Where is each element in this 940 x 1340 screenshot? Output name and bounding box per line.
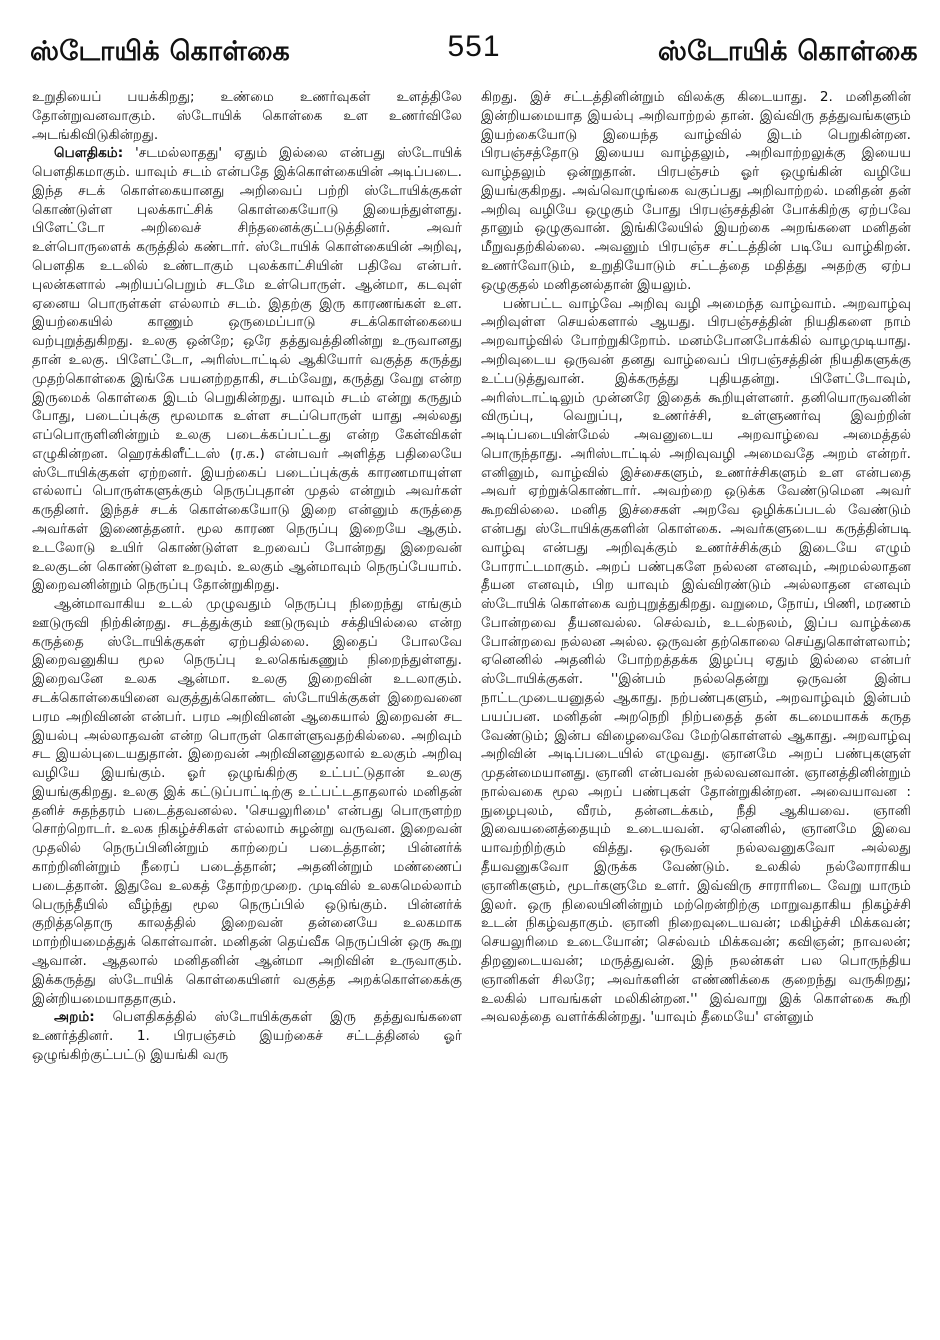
paragraph-nature-law: கிறது. இச் சட்டத்தினின்றும் விலக்கு கிடையாது. 2. மனிதனின் இன்றியமையாத இயல்பு அறிவாற்றல் தான். இவ்விரு தத்துவங்களும் இயற்கையோடு இயைந்த வாழ்வில் இடம் பெறுகின்றன. பிரபஞ்சத்தோடு இயைய வாழ்தலும், அறிவாற்றலுக்கு இயைய வாழ்தலும் ஒன்றுதான். பிரபஞ்சம் ஓர் ஒழுங்கின் வழியே இயங்குகிறது. அவ்வொழுங்கை வகுப்பது அறிவாற்றல். மனிதன் தன் அறிவு வழியே ஒழுகும் போது பிரபஞ்சத்தின் போக்கிற்கு ஏற்பவே தானும் ஒழுகுவான். இங்கிலேயில் இயற்கை அறங்களை மனிதன் மீறுவதற்கில்லை. அவனும் பிரபஞ்ச சட்டத்தின் படியே வாழ்கிறன். உணர்வோடும், உறுதியோடும் சட்டத்தை மதித்து அதற்கு ஏற்ப ஒழுகுதல் மனிதனல்தான் இயலும். [481,89,911,293]
paragraph-virtue: பண்பட்ட வாழ்வே அறிவு வழி அமைந்த வாழ்வாம். அறவாழ்வு அறிவுள்ள செயல்களால் ஆயது. பிரபஞ்சத்தின் நியதிகளை நாம் அறவாழ்வில் போற்றுகிறோம். மனம்போனபோக்கில் வாழமுடியாது. அறிவுடைய ஒருவன் தனது வாழ்வைப் பிரபஞ்சத்தின் நியதிகளுக்கு உட்படுத்துவான். இக்கருத்து புதியதன்று. பிளேட்டோவும், அரிஸ்டாட்டிலும் முன்னரே இதைக் கூறியுள்ளனர். தனியொருவனின் விருப்பு, வெறுப்பு, உணர்ச்சி, உள்ளுணர்வு இவற்றின் அடிப்படையின்மேல் அவனுடைய அறவாழ்வை அமைத்தல் பொருந்தாது. அரிஸ்டாட்டில் அறிவுவழி அமைவதே அறம் என்றர். எனினும், வாழ்வில் இச்சைகளும், உணர்ச்சிகளும் உள என்பதை அவர் ஏற்றுக்கொண்டார். அவற்றை ஒடுக்க வேண்டுமென அவர் கூறவில்லை. மனித இச்சைகள் அறவே ஒழிக்கப்படல் வேண்டும் என்பது ஸ்டோயிக்குகளின் கொள்கை. அவர்களுடைய கருத்தின்படி வாழ்வு என்பது அறிவுக்கும் உணர்ச்சிக்கும் இடையே எழும் போராட்டமாகும். அறப் பண்புகளே நல்லன எனவும், அறமல்லாதன தீயன எனவும், பிற யாவும் இவ்விரண்டும் அல்லாதன எனவும் ஸ்டோயிக் கொள்கை வற்புறுத்துகிறது. வறுமை, நோய், பிணி, மரணம் போன்றவை தீயனவல்ல. செல்வம், உடல்நலம், இப்ப வாழ்க்கை போன்றவை நல்லன அல்ல. ஒருவன் தற்கொலை செய்துகொள்ளலாம்; ஏனெனில் அதனில் போற்றத்தக்க இழப்பு ஏதும் இல்லை என்பர் ஸ்டோயிக்குகள். ''இன்பம் நல்லதென்று ஒருவன் இன்ப நாட்டமுடையனுதல் ஆகாது. நற்பண்புகளும், அறவாழ்வும் இன்பம் பயப்பன. மனிதன் அறநெறி நிற்பதைத் தன் கடமையாகக் கருத வேண்டும்; இன்ப விழைவைவே மேற்கொள்ளல் ஆகாது. அறவாழ்வு அறிவின் அடிப்படையில் எழுவது. ஞானமே அறப் பண்புகளுள் முதன்மையானது. ஞானி என்பவன் நல்லவனவான். ஞானத்தினின்றும் நால்வகை மூல அறப் பண்புகள் தோன்றுகின்றன. அவையாவன : நுழைபுலம், வீரம், தன்னடக்கம், நீதி ஆகியவை. ஞானி இவையனைத்தையும் உடையவன். ஏனெனில், ஞானமே இவை யாவற்றிற்கும் வித்து. ஒருவன் நல்லவனுகவோ அல்லது தீயவனுகவோ இருக்க வேண்டும். உலகில் நல்லோராகிய ஞானிகளும், மூடர்களுமே உளர். இவ்விரு சாராரிடை வேறு யாரும் இலர். ஒரு நிலையினின்றும் மற்றென்றிற்கு மாறுவதாகிய நிகழ்ச்சி உடன் நிகழ்வதாகும். ஞானி நிறைவுடையவன்; மகிழ்ச்சி மிக்கவன்; செயலுரிமை உடையோன்; செல்வம் மிக்கவன்; கவிஞன்; நாவலன்; திறனுடையவன்; மருத்துவன். இந் நலன்கள் பல பொருந்திய ஞானிகள் சிலரே; அவர்களின் எண்ணிக்கை குறைந்து வருகிறது; உலகில் பாவங்கள் மலிகின்றன.'' இவ்வாறு இக் கொள்கை கூறி அவலத்தை வளர்க்கின்றது. 'யாவும் தீமையே' என்னும் [481,295,911,1026]
paragraph-ethics [32,1008,462,1064]
running-head-right: ஸ்டோயிக் கொள்கை [657,36,918,67]
page-header [30,30,918,76]
running-head-left: ஸ்டோயிக் கொள்கை [30,36,291,67]
left-column [32,88,462,1328]
page-number: 551 [447,30,501,63]
right-column [481,88,911,1328]
paragraph-intro-continued: உறுதியைப் பயக்கிறது; உண்மை உணர்வுகள் உளத்திலே தோன்றுவனவாகும். ஸ்டோயிக் கொள்கை உள உணர்விலே அடங்கிவிடுகின்றது. [32,89,462,143]
paragraph-physics [32,144,462,595]
paragraph-soul: ஆன்மாவாகிய உடல் முழுவதும் நெருப்பு நிறைந்து எங்கும் ஊடுருவி நிற்கின்றது. சடத்துக்கும் ஊடுருவும் சக்தியில்லை என்ற கருத்தை ஸ்டோயிக்குகள் ஏற்பதில்லை. இதைப் போலவே இறைவனுகிய மூல நெருப்பு உலகெங்கணும் நிறைந்துள்ளது. இறைவனே உலக ஆன்மா. உலகு இறைவின் உடலாகும். சடக்கொள்கையினை வகுத்துக்கொண்ட ஸ்டோயிக்குகள் இறைவனை பரம அறிவினன் என்பர். பரம அறிவினன் ஆகையால் இறைவன் சட இயல்பு அல்லாதவன் என்ற பொருள் கொள்ளுவதற்கில்லை. அறிவும் சட இயல்புடையதுதான். இறைவன் அறிவினனுதலால் உலகும் அறிவு வழியே இயங்கும். ஓர் ஒழுங்கிற்கு உட்பட்டுதான் உலகு இயங்குகிறது. உலகு இக் கட்டுப்பாட்டிற்கு உட்பட்டதாதலால் மனிதன் தனிச் சுதந்தரம் படைத்தவனல்ல. 'செயலுரிமை' என்பது பொருளற்ற சொற்றொடர். உலக நிகழ்ச்சிகள் எல்லாம் சுழன்று வருவன. இறைவன் முதலில் நெருப்பினின்றும் காற்றைப் படைத்தான்; பின்னர்க் காற்றினின்றும் நீரைப் படைத்தான்; அதனின்றும் மண்ணைப் படைத்தான். இதுவே உலகத் தோற்றமுறை. முடிவில் உலகமெல்லாம் பெருந்தீயில் வீழ்ந்து மூல நெருப்பில் ஒடுங்கும். பின்னர்க் குறித்ததொரு காலத்தில் இறைவன் தன்னையே உலகமாக மாற்றியமைத்துக் கொள்வான். மனிதன் தெய்வீக நெருப்பின் ஒரு கூறு ஆவான். ஆதலால் மனிதனின் ஆன்மா அறிவின் உருவாகும். இக்கருத்து ஸ்டோயிக் கொள்கையினர் வகுத்த அறக்கொள்கைக்கு இன்றியமையாததாகும். [32,596,462,1007]
section-term-ethics: அறம்: [54,1009,95,1026]
paragraph-physics-text: 'சடமல்லாதது' ஏதும் இல்லை என்பது ஸ்டோயிக் பௌதிகமாகும். யாவும் சடம் என்பதே இக்கொள்கையின் அடிப்படை. இந்த சடக் கொள்கையானது அறிவைப் பற்றி ஸ்டோயிக்குகள் கொண்டுள்ள புலக்காட்சிக் கொள்கையோடு இயைந்துள்ளது. பிளேட்டோ அறிவைச் சிந்தனைக்குட்படுத்தினர். அவர் உள்பொருளைக் கருத்தில் கண்டார். ஸ்டோயிக் கொள்கையின் அறிவு, பௌதிக உடலில் உண்டாகும் புலக்காட்சியின் பதிவே என்பர். புலன்களால் அறியப்பெறும் சடமே உள்பொருள். ஆன்மா, கடவுள் ஏனைய பொருள்கள் எல்லாம் சடம். இதற்கு இரு காரணங்கள் உள. இயற்கையில் காணும் ஒருமைப்பாடு சடக்கொள்கையை வற்புறுத்துகிறது. உலகு ஒன்றே; ஒரே தத்துவத்தினின்று உருவானது தான் உலகு. பிளேட்டோ, அரிஸ்டாட்டில் ஆகியோர் வகுத்த கருத்து முதற்கொள்கை இங்கே பயனற்றதாகி, சடம்வேறு, கருத்து வேறு என்ற இருமைக் கொள்கை இடம் பெறுகின்றது. யாவும் சடம் என்று கருதும் போது, படைப்புக்கு மூலமாக உள்ள சடப்பொருள் யாது அல்லது எப்பொருளினின்றும் உலகு படைக்கப்பட்டது என்ற கேள்விகள் எழுகின்றன. ஹெரக்கிளீட்டஸ் (ர.க.) என்பவர் அளித்த பதிலையே ஸ்டோயிக்குகள் ஏற்றனர். இயற்கைப் படைப்புக்குக் காரணமாயுள்ள எல்லாப் பொருள்களுக்கும் நெருப்புதான் முதல் என்றும் அவர்கள் கருதினர். இந்தச் சடக் கொள்கையோடு இறை என்னும் கருத்தை அவர்கள் இணைத்தனர். மூல காரண நெருப்பு இறையே ஆகும். உடலோடு உயிர் கொண்டுள்ள உறவைப் போன்றது இறைவன் உலகுடன் கொண்டுள்ள உறவும். உலகும் ஆன்மாவும் நெருப்பேயாம். இறைவனின்றும் நெருப்பு தோன்றுகிறது. [32,145,462,594]
paragraph-ethics-text: பௌதிகத்தில் ஸ்டோயிக்குகள் இரு தத்துவங்களை உணர்த்தினர். 1. பிரபஞ்சம் இயற்கைச் சட்டத்தினல் ஓர் ஒழுங்கிற்குட்பட்டு இயங்கி வரு [32,1009,462,1063]
section-term-physics: பௌதிகம்: [54,145,124,162]
